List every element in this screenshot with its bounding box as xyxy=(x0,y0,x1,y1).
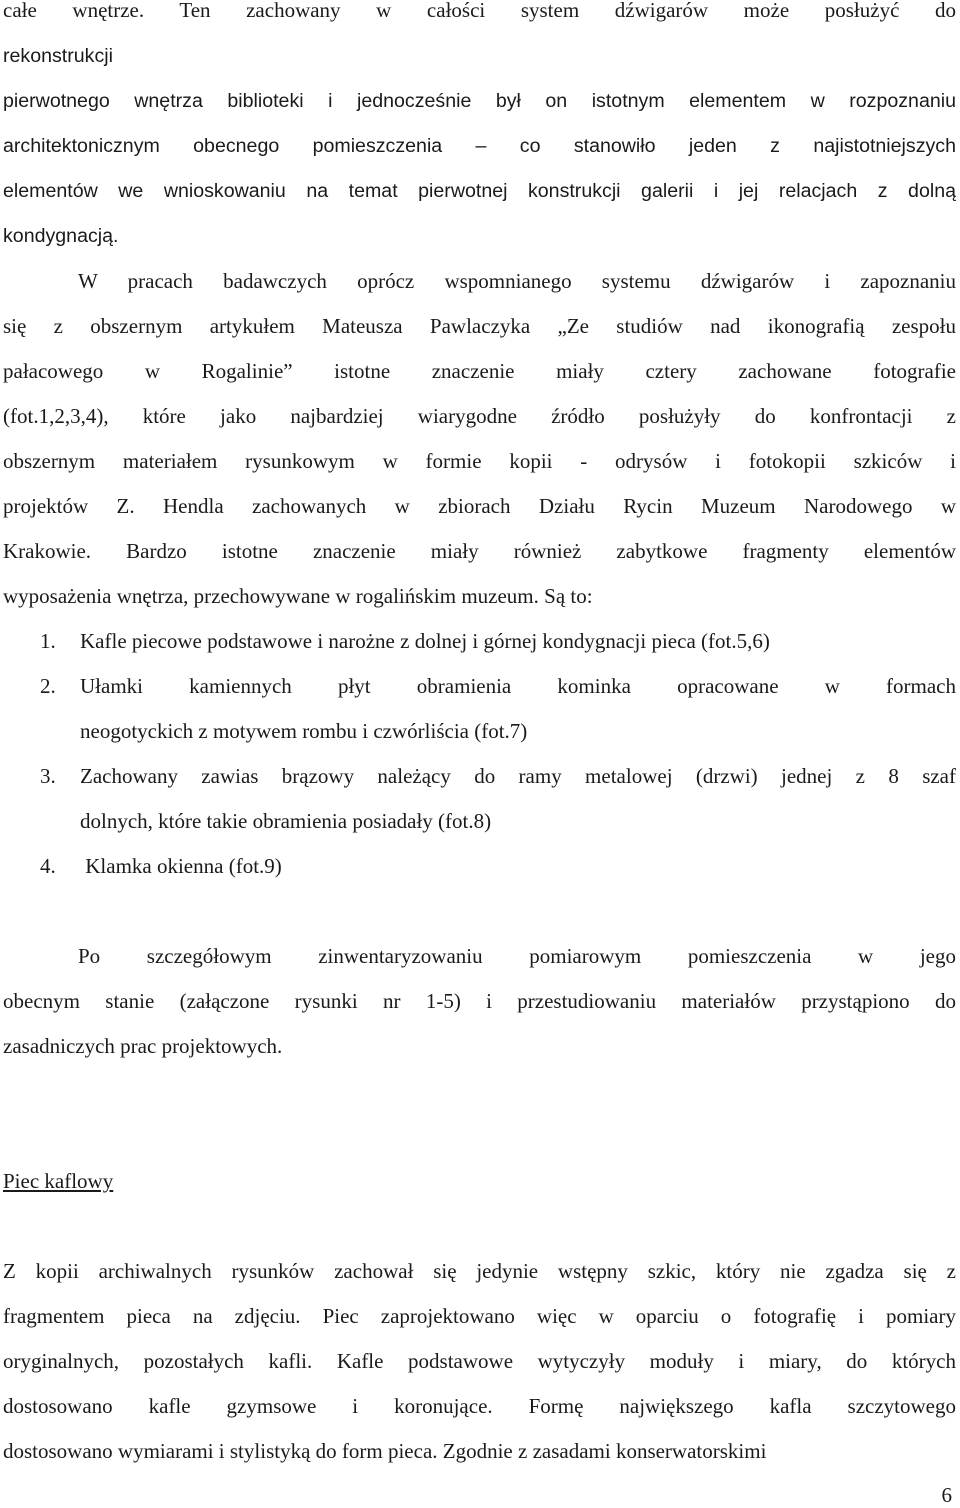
text-line: wyposażenia wnętrza, przechowywane w rogalińskim muzeum. Są to: xyxy=(3,584,593,608)
list-item-text: Zachowany zawias brązowy należący do ramy metalowej (drzwi) jednej z 8 szaf xyxy=(80,764,956,788)
text-line: oryginalnych, pozostałych kafli. Kafle podstawowe wytyczyły moduły i miary, do których xyxy=(3,1349,956,1373)
text-line: Z kopii archiwalnych rysunków zachował się jedynie wstępny szkic, który nie zgadza się z xyxy=(3,1259,956,1283)
text-line: dostosowano wymiarami i stylistyką do form pieca. Zgodnie z zasadami konserwatorskimi xyxy=(3,1439,767,1463)
list-item-text: Klamka okienna (fot.9) xyxy=(80,854,282,878)
text-line: pierwotnego wnętrza biblioteki i jednocześnie był on istotnym elementem w rozpoznaniu xyxy=(3,90,956,112)
list-item-number: 3. xyxy=(40,764,56,788)
text-line: rekonstrukcji xyxy=(3,45,113,67)
text-line: kondygnacją. xyxy=(3,225,119,247)
text-line: elementów we wnioskowaniu na temat pierwotnej konstrukcji galerii i jej relacjach z dolną xyxy=(3,180,956,202)
text-line: się z obszernym artykułem Mateusza Pawlaczyka „Ze studiów nad ikonografią zespołu xyxy=(3,314,956,338)
list-item-text: dolnych, które takie obramienia posiadały (fot.8) xyxy=(80,809,492,833)
text-line: W pracach badawczych oprócz wspomnianego systemu dźwigarów i zapoznaniu xyxy=(78,269,956,293)
list-item-number: 4. xyxy=(40,854,56,878)
text-line: obszernym materiałem rysunkowym w formie kopii - odrysów i fotokopii szkiców i xyxy=(3,449,956,473)
text-line: Krakowie. Bardzo istotne znaczenie miały również zabytkowe fragmenty elementów xyxy=(3,539,956,563)
list-item-text: Kafle piecowe podstawowe i narożne z dolnej i górnej kondygnacji pieca (fot.5,6) xyxy=(80,629,770,653)
list-item-text: Ułamki kamiennych płyt obramienia kominka opracowane w formach xyxy=(80,674,956,698)
text-line: zasadniczych prac projektowych. xyxy=(3,1034,283,1058)
list-item-text: neogotyckich z motywem rombu i czwórliścia (fot.7) xyxy=(80,719,528,743)
list-item-number: 1. xyxy=(40,629,56,653)
text-line: (fot.1,2,3,4), które jako najbardziej wiarygodne źródło posłużyły do konfrontacji z xyxy=(3,404,956,428)
text-line: Po szczegółowym zinwentaryzowaniu pomiarowym pomieszczenia w jego xyxy=(78,944,956,968)
section-heading: Piec kaflowy xyxy=(3,1169,114,1193)
text-line: fragmentem pieca na zdjęciu. Piec zaprojektowano więc w oparciu o fotografię i pomiary xyxy=(3,1304,956,1328)
text-line: architektonicznym obecnego pomieszczenia – co stanowiło jeden z najistotniejszych xyxy=(3,135,956,157)
text-line: dostosowano kafle gzymsowe i koronujące. Formę największego kafla szczytowego xyxy=(3,1394,956,1418)
text-line: całe wnętrze. Ten zachowany w całości system dźwigarów może posłużyć do xyxy=(3,0,956,22)
text-line: projektów Z. Hendla zachowanych w zbiorach Działu Rycin Muzeum Narodowego w xyxy=(3,494,956,518)
list-item-number: 2. xyxy=(40,674,56,698)
text-line: pałacowego w Rogalinie” istotne znaczenie miały cztery zachowane fotografie xyxy=(3,359,956,383)
page-number: 6 xyxy=(941,1483,952,1507)
text-line: obecnym stanie (załączone rysunki nr 1-5) i przestudiowaniu materiałów przystąpiono do xyxy=(3,989,956,1013)
